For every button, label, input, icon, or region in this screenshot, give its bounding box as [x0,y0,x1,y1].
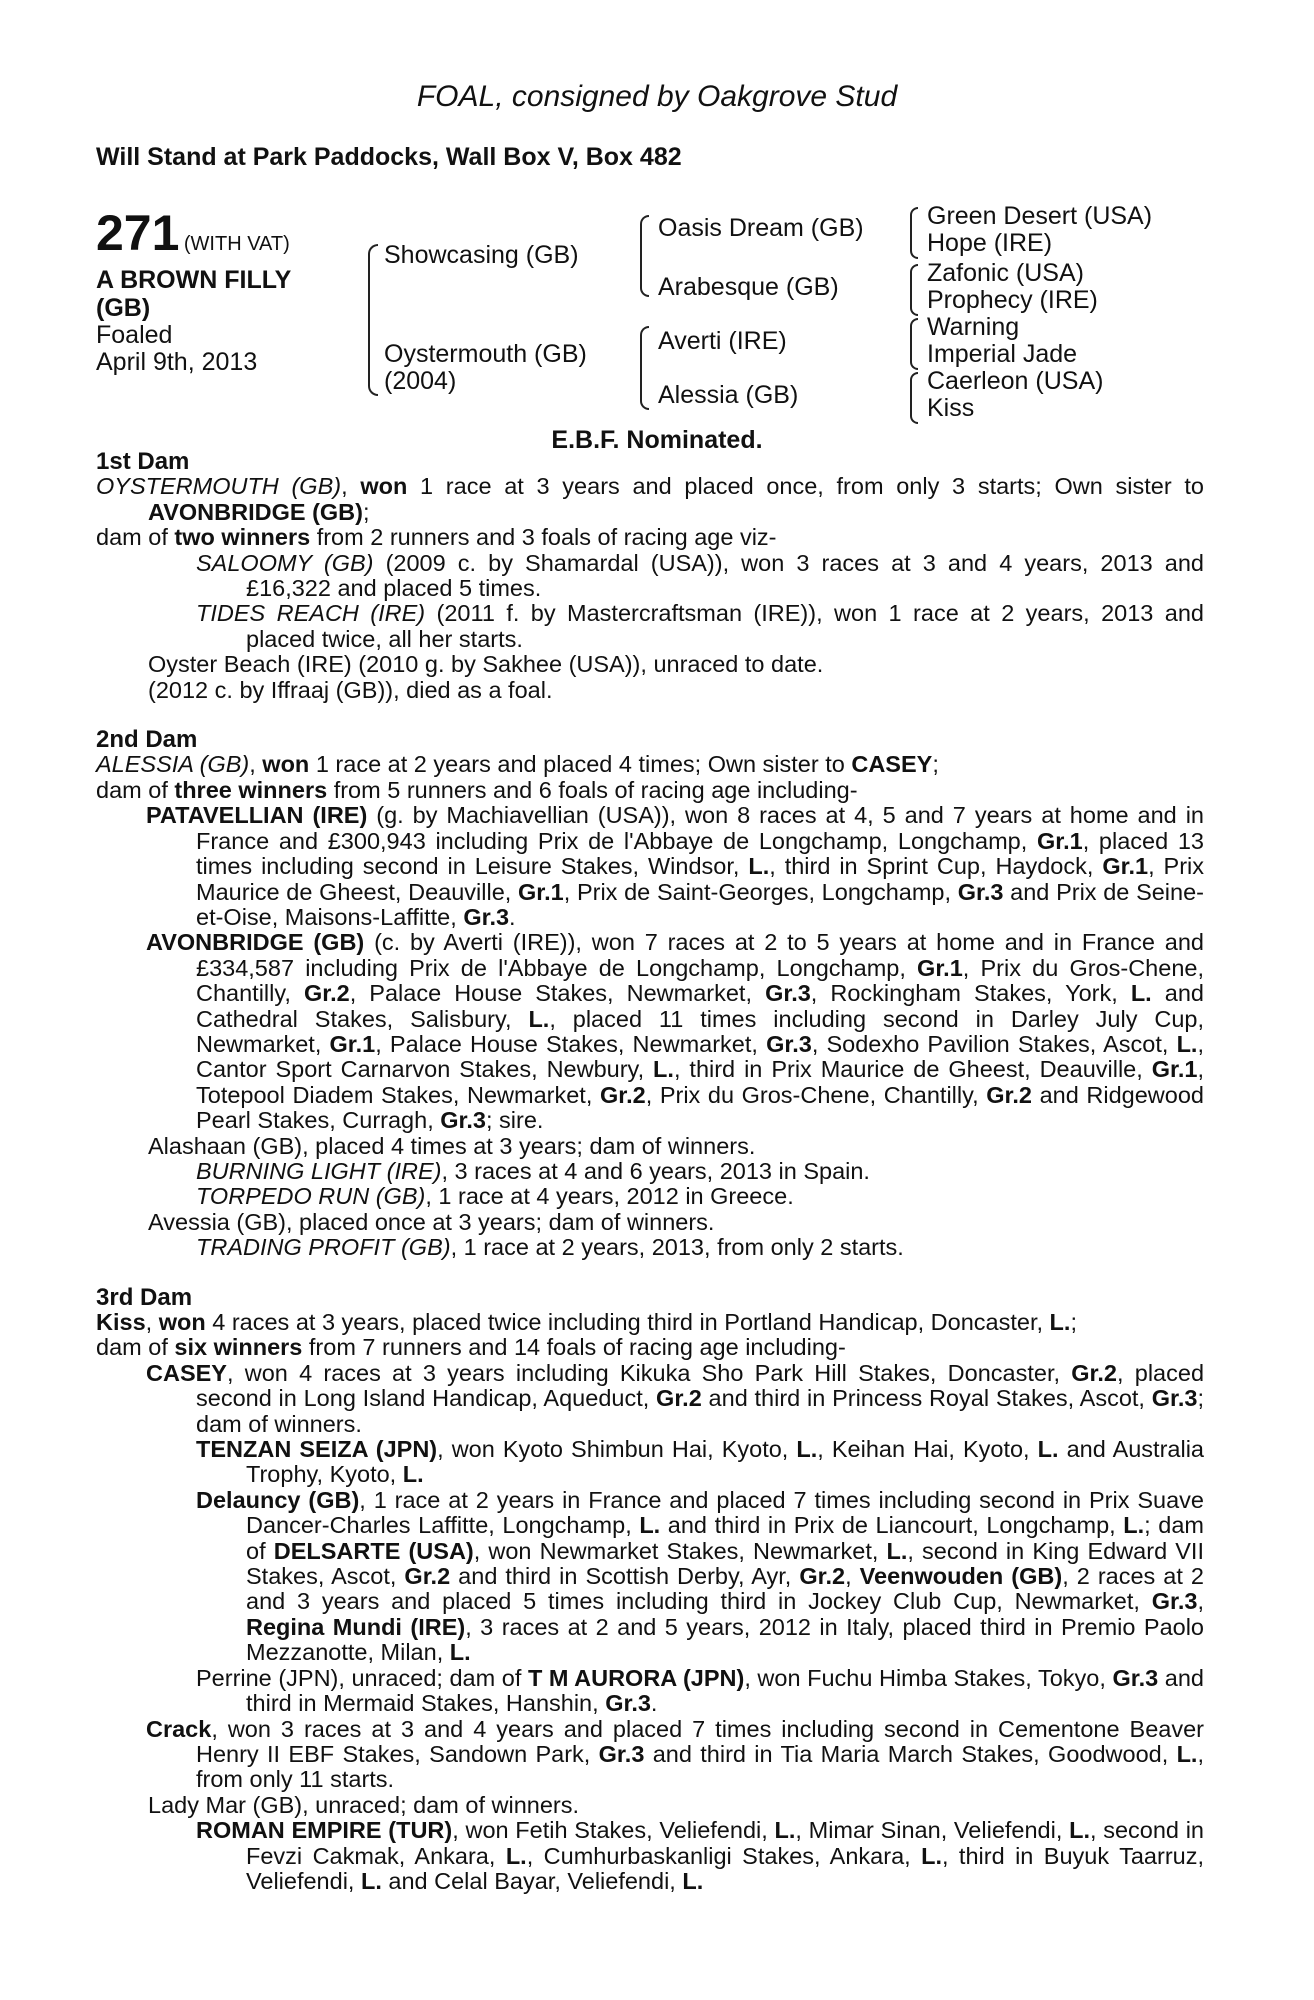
produce-avessia: Avessia (GB), placed once at 3 years; dam of winners. [148,1208,715,1235]
lot-desc-line2: (GB) [96,294,151,322]
t: , won Kyoto Shimbun Hai, Kyoto, [437,1436,797,1463]
t: , [145,1309,159,1335]
third-dam-name: Kiss [96,1309,146,1335]
foaled-value: April 9th, 2013 [96,348,258,376]
produce-avonbridge [96,930,1204,1133]
produce-name: DELSARTE (USA) [273,1537,474,1564]
grade: Gr.3 [463,903,510,930]
produce-entry [96,1184,1204,1209]
grade: L. [1037,1436,1059,1463]
produce-entry [96,551,1204,602]
grade: L. [360,1867,382,1894]
foaled-date [96,322,346,376]
t: ; sire. [485,1107,544,1134]
grade: Gr.1 [1151,1056,1198,1083]
third-dam-intro [96,1310,1204,1335]
t: , [1197,1588,1204,1615]
produce-name: SALOOMY (GB) [196,549,374,576]
produce-perrine [96,1666,1204,1717]
grade: L. [1130,980,1152,1007]
grade: Gr.2 [404,1563,451,1590]
t: , Prix de Saint-Georges, Longchamp, [563,878,958,905]
own-sister-name: AVONBRIDGE (GB) [148,498,363,525]
pedigree-dss: Warning [927,313,1020,341]
second-dam-intro: ALESSIA (GB), won 1 race at 2 years and placed 4 times; Own sister to CASEY; [96,751,939,778]
t: , Prix Maurice de Gheest, Deauville, [196,853,1204,905]
ebf-nomination: E.B.F. Nominated. [551,426,763,454]
brace-g3-1 [910,207,918,259]
t: and Prix de Seine-et-Oise, Maisons-Laffitte, [196,878,1204,930]
section-gap [96,1261,1204,1285]
t: , 2 races at 2 and 3 years and placed 5 times including third in Jockey Club Cup, Newmarket, [246,1563,1204,1615]
t: , won Fuchu Himba Stakes, Tokyo, [744,1664,1113,1691]
foaled-label: Foaled [96,321,173,349]
produce-tenzan-seiza [96,1437,1204,1488]
produce-entry [96,1235,1204,1260]
pedigree-sds: Zafonic (USA) [927,259,1084,287]
grade: L. [796,1436,818,1463]
t: 4 races at 3 years, placed twice including third in Portland Handicap, Doncaster, [205,1309,1050,1335]
t: , Cantor Sport Carnarvon Stakes, Newbury, [196,1030,1204,1083]
grade: L. [402,1461,424,1488]
grade: Gr.3 [440,1107,486,1134]
grade: Gr.2 [656,1385,702,1412]
dam-of-label: dam of [96,524,175,551]
produce-name: Veenwouden (GB) [859,1563,1063,1590]
produce-alashaan: Alashaan (GB), placed 4 times at 3 years; dam of winners. [148,1132,756,1159]
pedigree-dam-dam: Alessia (GB) [658,381,799,409]
grade: Gr.1 [329,1030,376,1057]
t: , third in Sprint Cup, Haydock, [769,853,1103,880]
grade: Gr.1 [917,954,963,981]
grade: L. [1049,1309,1071,1335]
grade: Gr.3 [765,980,811,1007]
produce-name: TRADING PROFIT (GB) [196,1234,451,1261]
grade: L. [1176,1740,1198,1767]
grade: L. [639,1512,661,1539]
lot-description [96,266,346,322]
t: , second in Fevzi Cakmak, Ankara, [246,1817,1204,1869]
t: (c. by Averti (IRE)), won 7 races at 2 to 5 years at home and in France and £334,587 including Prix de l'Abbaye de Longchamp, Longchamp, [196,929,1204,981]
t: , won 3 races at 3 and 4 years and placed 7 times including second in Cementone Beaver Henry II EBF Stakes, Sandown Park, [196,1715,1204,1767]
grade: Gr.1 [517,878,564,905]
produce-delauncy [96,1488,1204,1666]
produce-entry: Oyster Beach (IRE) (2010 g. by Sakhee (USA)), unraced to date. [148,651,824,678]
won-label: won [158,1309,206,1335]
pedigree-dds: Caerleon (USA) [927,367,1104,395]
t: Perrine (JPN), unraced; dam of [196,1664,528,1691]
t: , placed second in Long Island Handicap, Aqueduct, [196,1359,1205,1412]
t: , second in King Edward VII Stakes, Ascot, [246,1537,1204,1590]
produce-name: Delauncy (GB) [196,1486,360,1513]
t: , Prix du Gros-Chene, Chantilly, [645,1081,987,1108]
produce-text: (2009 c. by Shamardal (USA)), won 3 races at 3 and 4 years, 2013 and £16,322 and placed 5 times. [246,549,1205,602]
t: , Cumhurbaskanligi Stakes, Ankara, [526,1842,922,1869]
winners-count: six winners [174,1334,303,1361]
produce-name: TENZAN SEIZA (JPN) [196,1436,438,1463]
lot-desc-line1: A BROWN FILLY [96,266,292,294]
produce-rest: from 5 runners and 6 foals of racing age including- [327,776,858,803]
produce-lady-mar: Lady Mar (GB), unraced; dam of winners. [148,1791,580,1818]
t: and third in Mermaid Stakes, Hanshin, [246,1664,1204,1717]
t: and third in Scottish Derby, Ayr, [450,1563,800,1590]
produce-name: TORPEDO RUN (GB) [196,1183,426,1210]
produce-name: Crack [146,1715,212,1742]
sire-line-brace [640,215,649,297]
second-dam-name: ALESSIA (GB) [96,751,250,778]
grade: L. [886,1537,908,1564]
grade: L. [505,1842,527,1869]
t: . [650,1690,658,1717]
brace-g3-4 [910,372,918,424]
produce-name: PATAVELLIAN (IRE) [146,802,368,829]
consignor-title: FOAL, consigned by Oakgrove Stud [416,80,898,113]
t: , placed 11 times including second in Darley July Cup, Newmarket, [196,1005,1204,1057]
t: and third in Princess Royal Stakes, Ascot, [701,1385,1152,1412]
second-dam-text: 1 race at 2 years and placed 4 times; Own sister to [309,751,852,778]
pedigree-dsd: Imperial Jade [927,340,1078,368]
catalogue-body [96,449,1204,1894]
pedigree-ddd: Kiss [927,394,975,422]
t: , Sodexho Pavilion Stakes, Ascot, [811,1030,1177,1057]
t: ; [1070,1309,1077,1335]
grade: Gr.3 [605,1690,651,1717]
lot-number: 271 [96,205,180,261]
second-dam-produce-summary [96,778,1204,803]
produce-crack [96,1717,1204,1793]
t: , third in Buyuk Taarruz, Veliefendi, [246,1842,1204,1894]
t: , won 4 races at 3 years including Kikuka Sho Park Hill Stakes, Doncaster, [226,1359,1072,1386]
dam-line-brace [640,326,649,410]
produce-rest: from 7 runners and 14 foals of racing age including- [302,1334,846,1361]
grade: L. [1069,1817,1090,1844]
grade: Gr.2 [1071,1359,1117,1386]
dam-of-label: dam of [96,776,175,803]
grade: Gr.2 [986,1081,1032,1108]
grade: Gr.3 [766,1030,812,1057]
t: and Celal Bayar, Veliefendi, [381,1867,683,1894]
brace-g3-2 [910,264,918,316]
grade: L. [748,853,770,880]
t: , 1 race at 4 years, 2012 in Greece. [425,1183,794,1210]
section-gap [96,703,1204,727]
pedigree-dam-sire: Averti (IRE) [658,327,787,355]
t: , Mimar Sinan, Veliefendi, [795,1817,1070,1844]
t: , from only 11 starts. [196,1740,1204,1793]
produce-rest: from 2 runners and 3 foals of racing age viz- [310,524,777,551]
won-label: won [360,473,408,500]
grade: Gr.2 [303,980,350,1007]
first-dam-heading: 1st Dam [96,448,190,475]
t: , Prix du Gros-Chene, Chantilly, [196,954,1204,1007]
t: and third in Prix de Liancourt, Longchamp, [660,1512,1124,1539]
grade: Gr.1 [1102,853,1149,880]
dam-of-label: dam of [96,1334,175,1361]
produce-roman-empire [96,1818,1204,1894]
winners-count: two winners [174,524,311,551]
grade: L. [1176,1030,1198,1057]
t: , Rockingham Stakes, York, [810,980,1131,1007]
t: , won Fetih Stakes, Veliefendi, [452,1817,775,1844]
punct: ; [932,751,939,778]
produce-casey [96,1361,1204,1437]
t: , [845,1563,860,1590]
t: ; dam of winners. [196,1385,1204,1437]
first-dam-text: 1 race at 3 years and placed once, from only 3 starts; Own sister to [407,473,1204,500]
t: , Keihan Hai, Kyoto, [817,1436,1038,1463]
grade: Gr.3 [1151,1588,1198,1615]
won-label: won [262,751,310,778]
t: , placed 13 times including second in Leisure Stakes, Windsor, [196,827,1204,880]
pedigree-sdd: Prophecy (IRE) [927,286,1098,314]
t: (g. by Machiavellian (USA)), won 8 races at 4, 5 and 7 years at home and in France and £300,943 including Prix de l'Abbaye de Longchamp, Longchamp, [196,802,1204,854]
winners-count: three winners [174,776,328,803]
first-dam-intro: OYSTERMOUTH (GB), won 1 race at 3 years and placed once, from only 3 starts; Own sister to AVONBRIDGE (GB); [96,473,1204,525]
t: and Cathedral Stakes, Salisbury, [196,980,1204,1032]
grade: L. [1123,1512,1145,1539]
produce-text: (2011 f. by Mastercraftsman (IRE)), won 1 race at 2 years, 2013 and placed twice, all her starts. [246,600,1204,652]
brace-g3-3 [910,318,918,370]
produce-name: CASEY [146,1359,227,1386]
grade: L. [774,1817,796,1844]
grade: L. [449,1639,471,1666]
stand-location: Will Stand at Park Paddocks, Wall Box V, Box 482 [96,143,682,171]
grade: Gr.3 [1112,1664,1159,1691]
third-dam-produce-summary [96,1335,1204,1360]
produce-entry [96,601,1204,652]
punct: ; [362,498,370,525]
grade: Gr.3 [957,878,1004,905]
grade: L. [682,1867,704,1894]
produce-name: ROMAN EMPIRE (TUR) [196,1817,453,1844]
grade: L. [653,1056,674,1083]
produce-entry: (2012 c. by Iffraaj (GB)), died as a foal. [148,676,553,703]
t: and third in Tia Maria March Stakes, Goodwood, [644,1740,1177,1767]
sire-dam-brace [368,244,378,396]
pedigree-sss: Green Desert (USA) [927,202,1153,230]
pedigree-sire: Showcasing (GB) [384,241,579,269]
first-dam-name: OYSTERMOUTH (GB) [96,473,342,500]
pedigree-sire-sire: Oasis Dream (GB) [658,214,864,242]
vat-note: (WITH VAT) [183,233,290,255]
grade: L. [528,1005,550,1032]
t: and Ridgewood Pearl Stakes, Curragh, [196,1081,1204,1134]
produce-name: Regina Mundi (IRE) [246,1613,466,1640]
first-dam-produce-summary [96,525,1204,550]
grade: Gr.3 [1151,1385,1198,1412]
t: and Australia Trophy, Kyoto, [246,1436,1204,1488]
t: . [509,903,516,930]
produce-name: T M AURORA (JPN) [527,1664,745,1691]
t: , won Newmarket Stakes, Newmarket, [473,1537,887,1564]
pedigree-ssd: Hope (IRE) [927,229,1053,257]
t: , 3 races at 2 and 5 years, 2012 in Italy, placed third in Premio Paolo Mezzanotte, Milan, [246,1613,1204,1666]
third-dam-heading: 3rd Dam [96,1283,193,1311]
own-sister-name: CASEY [851,751,933,778]
grade: Gr.3 [598,1740,645,1767]
grade: Gr.1 [1036,827,1083,854]
produce-name: TIDES REACH (IRE) [196,600,426,627]
grade: Gr.2 [799,1563,846,1590]
t: , 1 race at 2 years in France and placed 7 times including second in Prix Suave Dancer-Charles Laffitte, Longchamp, [246,1486,1204,1539]
produce-name: AVONBRIDGE (GB) [146,929,365,956]
second-dam-heading: 2nd Dam [96,726,198,754]
lot-info [96,205,346,376]
t: , 1 race at 2 years, 2013, from only 2 starts. [450,1234,904,1261]
grade: L. [921,1842,942,1869]
t: , third in Prix Maurice de Gheest, Deauville, [673,1056,1152,1083]
t: , 3 races at 4 and 6 years, 2013 in Spain. [441,1157,870,1184]
t: ; dam of [246,1512,1204,1564]
produce-name: BURNING LIGHT (IRE) [196,1157,442,1184]
pedigree-dam-year: (2004) [384,367,457,395]
produce-entry [96,1159,1204,1184]
t: , Palace House Stakes, Newmarket, [349,980,766,1007]
produce-patavellian [96,803,1204,930]
t: , Totepool Diadem Stakes, Newmarket, [196,1056,1204,1108]
pedigree-sire-dam: Arabesque (GB) [658,273,839,301]
pedigree-dam: Oystermouth (GB) [384,340,587,368]
t: , Palace House Stakes, Newmarket, [375,1030,767,1057]
grade: Gr.2 [599,1081,646,1108]
